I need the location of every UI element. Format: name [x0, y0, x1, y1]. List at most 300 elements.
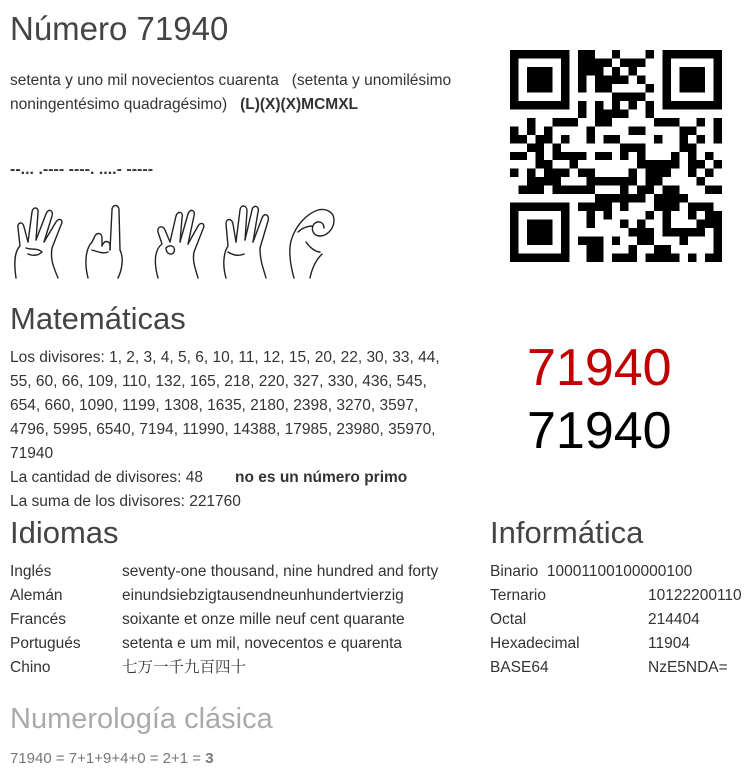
qr-module	[510, 92, 518, 100]
qr-module	[612, 237, 620, 245]
qr-module	[663, 101, 671, 109]
qr-module	[620, 109, 628, 117]
qr-module	[569, 118, 577, 126]
qr-module	[578, 58, 586, 66]
base-label: BASE64	[490, 659, 549, 676]
qr-module	[561, 84, 569, 92]
qr-module	[671, 203, 679, 211]
qr-module	[620, 203, 628, 211]
qr-module	[714, 50, 722, 58]
base-row	[490, 608, 750, 632]
qr-module	[646, 254, 654, 262]
qr-module	[518, 152, 526, 160]
qr-module	[561, 186, 569, 194]
qr-module	[510, 126, 518, 134]
qr-module	[527, 203, 535, 211]
qr-module	[705, 50, 713, 58]
qr-module	[535, 228, 543, 236]
qr-module	[663, 92, 671, 100]
language-name: Inglés	[10, 563, 52, 580]
qr-module	[595, 67, 603, 75]
qr-module	[688, 84, 696, 92]
qr-module	[586, 177, 594, 185]
qr-module	[552, 169, 560, 177]
divisor-count-row	[10, 466, 480, 490]
language-name: Chino	[10, 659, 51, 676]
qr-module	[637, 126, 645, 134]
qr-module	[680, 228, 688, 236]
qr-module	[663, 118, 671, 126]
qr-module	[612, 50, 620, 58]
qr-module	[688, 228, 696, 236]
qr-module	[603, 84, 611, 92]
base-row	[490, 584, 750, 608]
base-row	[490, 632, 750, 656]
qr-module	[705, 186, 713, 194]
qr-module	[688, 169, 696, 177]
base-label: Ternario	[490, 587, 546, 604]
hand-signs	[10, 202, 335, 282]
qr-module	[714, 118, 722, 126]
qr-module	[586, 169, 594, 177]
qr-module	[637, 152, 645, 160]
qr-module	[714, 58, 722, 66]
qr-module	[535, 177, 543, 185]
qr-module	[527, 254, 535, 262]
qr-module	[620, 177, 628, 185]
qr-module	[603, 194, 611, 202]
qr-module	[680, 101, 688, 109]
qr-module	[527, 67, 535, 75]
qr-module	[595, 177, 603, 185]
base-value: 10122200110	[648, 587, 742, 604]
qr-module	[527, 186, 535, 194]
qr-module	[663, 194, 671, 202]
qr-module	[697, 101, 705, 109]
qr-module	[561, 245, 569, 253]
base-value: NzE5NDA=	[648, 659, 728, 676]
qr-module	[697, 75, 705, 83]
qr-module	[620, 186, 628, 194]
qr-module	[544, 160, 552, 168]
qr-module	[629, 169, 637, 177]
hand-sign-four-icon	[224, 206, 269, 278]
qr-module	[680, 67, 688, 75]
qr-module	[569, 152, 577, 160]
qr-module	[697, 203, 705, 211]
qr-module	[552, 101, 560, 109]
qr-module	[637, 160, 645, 168]
qr-module	[680, 84, 688, 92]
qr-module	[671, 160, 679, 168]
qr-module	[544, 135, 552, 143]
number-display-black: 71940	[527, 402, 672, 460]
ordinal-line-2: noningentésimo quadragésimo)	[10, 96, 228, 113]
base-label: Octal	[490, 611, 527, 628]
qr-module	[561, 50, 569, 58]
qr-module	[663, 186, 671, 194]
qr-module	[552, 254, 560, 262]
section-heading-idiomas: Idiomas	[10, 515, 119, 550]
qr-module	[671, 152, 679, 160]
qr-module	[714, 92, 722, 100]
qr-module	[535, 152, 543, 160]
qr-module	[595, 75, 603, 83]
qr-module	[654, 254, 662, 262]
qr-module	[510, 135, 518, 143]
qr-module	[612, 92, 620, 100]
qr-module	[535, 75, 543, 83]
language-row	[10, 632, 480, 656]
qr-module	[663, 58, 671, 66]
qr-module	[561, 220, 569, 228]
qr-module	[552, 143, 560, 151]
computing-table	[490, 560, 750, 680]
qr-module	[578, 75, 586, 83]
morse-code: --... .---- ----. ....- -----	[10, 161, 154, 178]
qr-module	[680, 237, 688, 245]
qr-module	[578, 109, 586, 117]
qr-module	[510, 67, 518, 75]
qr-module	[663, 203, 671, 211]
qr-module	[714, 67, 722, 75]
qr-module	[527, 143, 535, 151]
languages-table	[10, 560, 480, 680]
qr-module	[688, 50, 696, 58]
qr-module	[586, 50, 594, 58]
qr-module	[637, 58, 645, 66]
qr-module	[705, 220, 713, 228]
qr-module	[688, 254, 696, 262]
qr-module	[561, 135, 569, 143]
qr-module	[603, 109, 611, 117]
qr-module	[595, 101, 603, 109]
qr-module	[535, 67, 543, 75]
qr-code-icon	[510, 50, 722, 262]
qr-module	[629, 126, 637, 134]
qr-module	[671, 118, 679, 126]
qr-module	[688, 152, 696, 160]
qr-module	[612, 194, 620, 202]
language-text: soixante et onze mille neuf cent quarante	[122, 611, 405, 628]
qr-module	[544, 75, 552, 83]
number-words	[10, 69, 480, 117]
qr-module	[714, 186, 722, 194]
qr-module	[620, 220, 628, 228]
qr-module	[586, 58, 594, 66]
qr-module	[578, 152, 586, 160]
section-heading-numerologia: Numerología clásica	[10, 703, 273, 735]
qr-module	[671, 101, 679, 109]
qr-module	[510, 84, 518, 92]
qr-module	[629, 177, 637, 185]
spanish-words: setenta y uno mil novecientos cuarenta	[10, 72, 279, 89]
qr-module	[680, 135, 688, 143]
qr-module	[586, 254, 594, 262]
qr-module	[578, 169, 586, 177]
qr-module	[714, 220, 722, 228]
divisors-line: Los divisores: 1, 2, 3, 4, 5, 6, 10, 11, 12, 15, 20, 22, 30, 33, 44,	[10, 349, 440, 366]
qr-module	[510, 58, 518, 66]
qr-module	[510, 228, 518, 236]
qr-module	[654, 118, 662, 126]
qr-module	[544, 126, 552, 134]
base-row	[490, 656, 750, 680]
qr-module	[620, 194, 628, 202]
qr-module	[595, 58, 603, 66]
qr-module	[510, 211, 518, 219]
qr-module	[510, 254, 518, 262]
qr-module	[510, 245, 518, 253]
qr-module	[586, 220, 594, 228]
qr-module	[578, 67, 586, 75]
qr-module	[620, 58, 628, 66]
qr-module	[527, 228, 535, 236]
qr-module	[671, 186, 679, 194]
qr-module	[714, 101, 722, 109]
qr-module	[518, 254, 526, 262]
qr-module	[646, 84, 654, 92]
qr-module	[603, 211, 611, 219]
roman-numeral: (L)(X)(X)MCMXL	[240, 96, 359, 113]
qr-module	[620, 254, 628, 262]
qr-module	[663, 169, 671, 177]
divisors-line: 71940	[10, 445, 54, 462]
qr-module	[561, 118, 569, 126]
qr-module	[637, 186, 645, 194]
qr-module	[637, 228, 645, 236]
qr-module	[535, 143, 543, 151]
qr-module	[544, 237, 552, 245]
qr-module	[544, 228, 552, 236]
qr-module	[578, 237, 586, 245]
qr-module	[578, 186, 586, 194]
qr-module	[561, 101, 569, 109]
qr-module	[578, 50, 586, 58]
qr-module	[535, 254, 543, 262]
qr-module	[510, 152, 518, 160]
qr-module	[552, 186, 560, 194]
qr-module	[569, 186, 577, 194]
qr-module	[595, 245, 603, 253]
section-heading-matematicas: Matemáticas	[10, 301, 186, 336]
qr-module	[544, 84, 552, 92]
qr-module	[705, 203, 713, 211]
language-text: setenta e um mil, novecentos e quarenta	[122, 635, 403, 652]
qr-module	[527, 75, 535, 83]
qr-module	[663, 211, 671, 219]
qr-module	[544, 203, 552, 211]
qr-module	[612, 254, 620, 262]
section-heading-informatica: Informática	[490, 515, 644, 550]
qr-module	[603, 152, 611, 160]
qr-module	[697, 84, 705, 92]
qr-module	[620, 143, 628, 151]
qr-module	[629, 245, 637, 253]
qr-module	[612, 109, 620, 117]
qr-module	[705, 169, 713, 177]
qr-module	[561, 237, 569, 245]
qr-module	[637, 194, 645, 202]
qr-module	[527, 118, 535, 126]
qr-module	[646, 211, 654, 219]
qr-module	[527, 177, 535, 185]
qr-module	[705, 101, 713, 109]
qr-module	[510, 101, 518, 109]
language-name: Portugués	[10, 635, 81, 652]
qr-module	[561, 92, 569, 100]
qr-module	[510, 237, 518, 245]
qr-module	[629, 67, 637, 75]
numerology-result: 3	[205, 750, 214, 767]
qr-module	[629, 254, 637, 262]
qr-module	[535, 220, 543, 228]
qr-module	[561, 169, 569, 177]
qr-module	[629, 143, 637, 151]
qr-module	[518, 203, 526, 211]
qr-module	[603, 177, 611, 185]
qr-module	[612, 67, 620, 75]
qr-module	[714, 254, 722, 262]
qr-module	[586, 126, 594, 134]
qr-module	[518, 186, 526, 194]
qr-module	[561, 254, 569, 262]
qr-module	[714, 160, 722, 168]
qr-module	[552, 118, 560, 126]
hand-sign-zero-icon	[290, 209, 334, 278]
qr-module	[552, 50, 560, 58]
qr-module	[603, 135, 611, 143]
qr-module	[586, 211, 594, 219]
qr-module	[578, 101, 586, 109]
hand-sign-one-icon	[86, 206, 122, 279]
binary-label: Binario	[490, 563, 539, 580]
qr-module	[697, 160, 705, 168]
qr-module	[612, 135, 620, 143]
qr-module	[697, 50, 705, 58]
divisor-count: La cantidad de divisores: 48	[10, 469, 204, 486]
qr-module	[535, 237, 543, 245]
qr-module	[714, 237, 722, 245]
qr-module	[705, 211, 713, 219]
qr-module	[586, 245, 594, 253]
qr-module	[646, 160, 654, 168]
qr-module	[654, 203, 662, 211]
qr-module	[544, 67, 552, 75]
numerology-steps: 71940 = 7+1+9+4+0 = 2+1 =	[10, 750, 206, 767]
qr-module	[544, 177, 552, 185]
hand-sign-seven-icon	[15, 208, 62, 278]
qr-module	[671, 50, 679, 58]
qr-module	[544, 254, 552, 262]
qr-module	[552, 177, 560, 185]
qr-module	[629, 92, 637, 100]
qr-module	[612, 177, 620, 185]
qr-module	[654, 245, 662, 253]
qr-module	[518, 101, 526, 109]
qr-module	[544, 50, 552, 58]
divisors-line: 654, 660, 1090, 1199, 1308, 1635, 2180, 2398, 3270, 3597,	[10, 397, 419, 414]
qr-module	[637, 92, 645, 100]
qr-module	[637, 143, 645, 151]
qr-module	[688, 160, 696, 168]
divisors-line: 55, 60, 66, 109, 110, 132, 165, 218, 220, 327, 330, 436, 545,	[10, 373, 427, 390]
divisor-sum: La suma de los divisores: 221760	[10, 493, 241, 510]
qr-module	[527, 126, 535, 134]
qr-module	[663, 75, 671, 83]
qr-module	[586, 135, 594, 143]
qr-module	[680, 194, 688, 202]
qr-module	[654, 177, 662, 185]
qr-module	[595, 194, 603, 202]
qr-module	[688, 203, 696, 211]
qr-module	[705, 254, 713, 262]
qr-module	[688, 67, 696, 75]
language-text: 七万一千九百四十	[122, 659, 247, 676]
qr-module	[646, 177, 654, 185]
qr-module	[510, 75, 518, 83]
qr-module	[561, 67, 569, 75]
qr-module	[714, 84, 722, 92]
qr-module	[646, 101, 654, 109]
qr-module	[697, 118, 705, 126]
language-row	[10, 608, 480, 632]
qr-module	[714, 245, 722, 253]
qr-module	[586, 203, 594, 211]
qr-module	[646, 228, 654, 236]
qr-module	[671, 194, 679, 202]
qr-module	[654, 160, 662, 168]
qr-module	[595, 118, 603, 126]
qr-module	[654, 135, 662, 143]
qr-module	[688, 101, 696, 109]
qr-module	[663, 50, 671, 58]
qr-module	[561, 152, 569, 160]
qr-module	[671, 228, 679, 236]
qr-module	[688, 143, 696, 151]
binary-value: 10001100100000100	[546, 563, 693, 580]
qr-module	[544, 169, 552, 177]
qr-module	[527, 237, 535, 245]
numerology-formula	[10, 750, 214, 767]
qr-module	[714, 135, 722, 143]
qr-module	[535, 50, 543, 58]
qr-module	[535, 84, 543, 92]
qr-module	[578, 84, 586, 92]
qr-module	[561, 211, 569, 219]
qr-module	[697, 135, 705, 143]
ordinal-line-1: (setenta y unomilésimo	[291, 72, 452, 89]
qr-module	[527, 50, 535, 58]
qr-module	[535, 186, 543, 194]
qr-module	[688, 211, 696, 219]
qr-module	[612, 101, 620, 109]
page-title: Número 71940	[10, 10, 229, 47]
qr-module	[527, 101, 535, 109]
qr-module	[714, 126, 722, 134]
qr-module	[595, 203, 603, 211]
qr-module	[603, 203, 611, 211]
qr-module	[637, 220, 645, 228]
qr-module	[697, 220, 705, 228]
qr-module	[586, 186, 594, 194]
qr-module	[697, 67, 705, 75]
qr-module	[527, 220, 535, 228]
qr-module	[535, 160, 543, 168]
number-display-red: 71940	[527, 339, 672, 397]
qr-module	[697, 228, 705, 236]
qr-module	[663, 254, 671, 262]
